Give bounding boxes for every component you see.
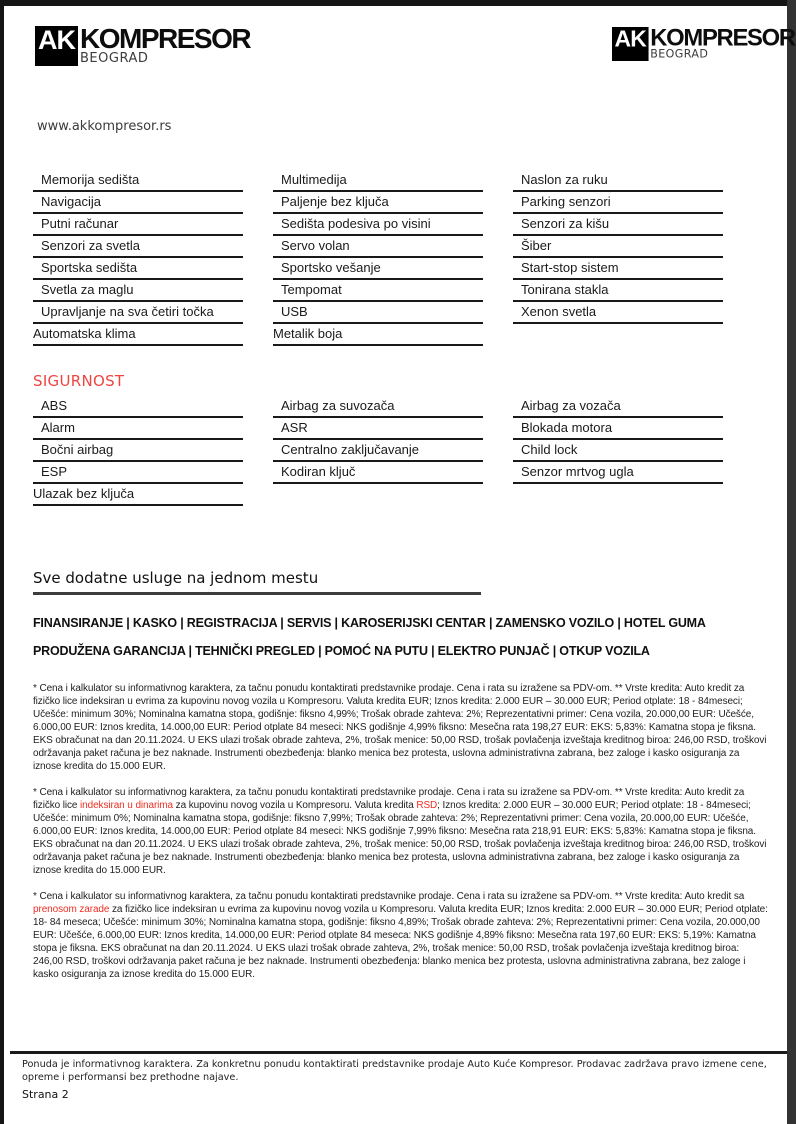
feature-label: Tonirana stakla [521,282,609,297]
feature-label: Airbag za vozača [521,398,621,413]
sigurnost-column-3 [513,396,723,506]
feature-label: Airbag za suvozača [281,398,395,413]
feature-row [513,280,723,302]
disclaimer-text: ; Iznos kredita: 2.000 EUR – 30.000 EUR; Period otplate: 18 - 84meseci; Učešće: minimum 0%; Nominalna kamatna stopa, godišnje: fiksno 7,99%; Trošak obrade zahteva: 2%; Reprezentativni primer: Cena vozila, 20.000,00 EUR: Učešće, 6.000,00 EUR: Iznos kredita, 14.000,00 EUR: Period otplate 84 meseci: NKS godišnje 7,99% fiksno: Mesečna rata 218,91 EUR: EKS: 5,83%: Kamatna stopa je fiksna. EKS obračunat na dan 20.11.2024. U EKS ulazi trošak obrade zahteva, 2%, trošak menice: 50,00 RSD, trošak povlačenja izveštaja kreditnog biroa: 246,00 RSD, troškovi održavanja paket računa je bez naknade. Instrumenti obezbeđenja: blanko menica bez protesta, uslovna administrativna zabrana, bez zaloge i kasko osiguranja za iznose kredita do 15.000 EUR. [33,800,767,876]
feature-row [33,462,243,484]
equipment-column-3 [513,170,723,346]
feature-row [273,236,483,258]
feature-label: Kodiran ključ [281,464,356,479]
feature-label: Putni računar [41,216,119,231]
feature-row [273,324,483,346]
logo-ak-mark: AK [612,27,649,61]
disclaimer-text: za kupovinu novog vozila u Kompresoru. Valuta kredita [173,800,417,811]
feature-row [513,302,723,324]
feature-label: Bočni airbag [41,442,114,457]
logo-city: BEOGRAD [80,51,149,66]
feature-row [33,170,243,192]
page-number: Strana 2 [22,1088,69,1101]
feature-row [513,236,723,258]
footer-divider [10,1051,787,1054]
disclaimer-paragraph [33,786,770,877]
feature-row [273,302,483,324]
feature-label: Multimedija [281,172,347,187]
feature-row [33,280,243,302]
feature-row [33,440,243,462]
feature-label: USB [281,304,308,319]
feature-label: ASR [281,420,308,435]
feature-label: Šiber [521,238,552,253]
page-border-left [0,0,4,1124]
feature-row [273,170,483,192]
disclaimer-text: * Cena i kalkulator su informativnog karaktera, za tačnu ponudu kontaktirati predstavnike prodaje. Cena i rata su izražene sa PDV-om. ** Vrste kredita: Auto kredit za fizičko lice indeksiran u evrima za kupovinu novog vozila u Kompresoru. Valuta kredita EUR; Iznos kredita: 2.000 EUR – 30.000 EUR; Period otplate: 18 - 84meseci; Učešće: minimum 30%; Nominalna kamatna stopa, godišnje: fiksno 4,99%; Trošak obrade zahteva: 2%; Reprezentativni primer: Cena vozila, 20.000,00 EUR: Učešće, 6.000,00 EUR: Iznos kredita, 14.000,00 EUR: Period otplate 84 meseci: NKS godišnje 4,99% fiksno: Mesečna rata 198,27 EUR: EKS: 5,83%: Kamatna stopa je fiksna. EKS obračunat na dan 20.11.2024. U EKS ulazi trošak obrade zahteva, 2%, trošak menice: 50,00 RSD, trošak povlačenja izveštaja kreditnog biroa: 246,00 RSD, troškovi održavanja paket računa je bez naknade. Instrumenti obezbeđenja: blanko menica bez protesta, uslovna administrativna zabrana, bez zaloge i kasko osiguranja za iznose kredita do 15.000 EUR. [33,683,767,772]
feature-row [513,462,723,484]
feature-label: Start-stop sistem [521,260,619,275]
feature-row [273,258,483,280]
page-border-right [787,0,796,1124]
feature-label: Child lock [521,442,578,457]
feature-row [273,396,483,418]
logo-left [35,23,251,66]
logo-text [650,24,795,61]
feature-label: Tempomat [281,282,342,297]
feature-row [273,214,483,236]
feature-row [33,418,243,440]
feature-label: Alarm [41,420,75,435]
feature-row [273,280,483,302]
feature-row [33,192,243,214]
logo-name: KOMPRESOR [80,23,251,54]
feature-row [513,418,723,440]
feature-label: Automatska klima [33,326,136,341]
feature-row [513,192,723,214]
feature-label: Navigacija [41,194,101,209]
sigurnost-column-1 [33,396,243,506]
feature-label: Ulazak bez ključa [33,486,135,501]
logo-name: KOMPRESOR [650,24,795,51]
feature-row [33,324,243,346]
disclaimer-text: za fizičko lice indeksiran u evrima za kupovinu novog vozila u Kompresoru. Valuta kredita EUR; Iznos kredita: 2.000 EUR – 30.000 EUR; Period otplate: 18- 84 meseca; Učešće: minimum 30%; Nominalna kamatna stopa, godišnje: fiksno 4,89%; Trošak obrade zahteva: 2%; Reprezentativni primer: Cena vozila, 20.000,00 EUR: Učešće, 6.000,00 EUR: Iznos kredita, 14.000,00 EUR: Period otplate 84 meseca: NKS godišnje 4,89% fiksno: Mesečna rata 197,60 EUR: EKS: 5,19%: Kamatna stopa je fiksna. EKS obračunat na dan 20.11.2024. U EKS ulazi trošak obrade zahteva, 2%, trošak menice: 50,00 RSD, trošak povlačenja izveštaja kreditnog biroa: 246,00 RSD, troškovi održavanja paket računa je bez naknade. Instrumenti obezbeđenja: blanko menica bez protesta, uslovna administrativna zabrana, bez zaloge i kasko osiguranja za iznose kredita do 15.000 EUR. [33,904,768,980]
services-title-underline [33,592,481,595]
feature-row [273,440,483,462]
disclaimer-text: * Cena i kalkulator su informativnog karaktera, za tačnu ponudu kontaktirati predstavnike prodaje. Cena i rata su izražene sa PDV-om. ** Vrste kredita: Auto kredit za fizičko lice [33,787,745,811]
services-section-title: Sve dodatne usluge na jednom mestu [33,569,319,587]
feature-label: Servo volan [281,238,350,253]
feature-label: Xenon svetla [521,304,597,319]
feature-label: Sportska sedišta [41,260,138,275]
feature-label: Blokada motora [521,420,613,435]
feature-label: Memorija sedišta [41,172,140,187]
feature-row [33,396,243,418]
logo-city: BEOGRAD [650,48,709,61]
logo-text [80,23,251,66]
disclaimer-highlight: RSD [416,800,438,811]
feature-label: Naslon za ruku [521,172,608,187]
feature-row [273,418,483,440]
feature-row [513,258,723,280]
feature-label: ABS [41,398,68,413]
feature-row [33,214,243,236]
sigurnost-grid [33,396,723,506]
feature-row [273,192,483,214]
disclaimer-highlight: prenosom zarade [33,904,110,915]
feature-label: Metalik boja [273,326,343,341]
feature-label: ESP [41,464,68,479]
feature-row [513,396,723,418]
feature-label: Parking senzori [521,194,611,209]
footer-disclaimer: Ponuda je informativnog karaktera. Za konkretnu ponudu kontaktirati predstavnike prodaje Auto Kuće Kompresor. Prodavac zadržava pravo izmene cene, opreme i performansi bez prethodne najave. [22,1059,767,1083]
feature-label: Sedišta podesiva po visini [281,216,431,231]
equipment-grid [33,170,723,346]
disclaimer-paragraph [33,682,770,773]
disclaimer-highlight: indeksiran u dinarima [80,800,173,811]
feature-label: Upravljanje na sva četiri točka [41,304,214,319]
sigurnost-section-title: SIGURNOST [33,372,125,390]
feature-label: Senzori za svetla [41,238,140,253]
feature-row [513,170,723,192]
feature-label: Sportsko vešanje [281,260,381,275]
feature-row [33,302,243,324]
feature-label: Svetla za maglu [41,282,134,297]
feature-row [513,214,723,236]
equipment-column-2 [273,170,483,346]
sigurnost-column-2 [273,396,483,506]
feature-row [33,258,243,280]
feature-label: Centralno zaključavanje [281,442,420,457]
disclaimer-text: * Cena i kalkulator su informativnog karaktera, za tačnu ponudu kontaktirati predstavnike prodaje. Cena i rata su izražene sa PDV-om. ** Vrste kredita: Auto kredit sa [33,891,745,902]
page-border-top [0,0,796,6]
services-list-line-2: PRODUŽENA GARANCIJA | TEHNIČKI PREGLED | POMOĆ NA PUTU | ELEKTRO PUNJAČ | OTKUP VOZILA [33,644,650,658]
feature-label: Senzori za kišu [521,216,610,231]
feature-label: Senzor mrtvog ugla [521,464,634,479]
feature-label: Paljenje bez ključa [281,194,389,209]
feature-row [513,440,723,462]
feature-row [33,236,243,258]
disclaimer-paragraph [33,890,770,981]
feature-row [33,484,243,506]
credit-disclaimers [33,682,770,994]
logo-ak-mark: AK [35,26,78,66]
website-url: www.akkompresor.rs [37,119,172,134]
services-list-line-1: FINANSIRANJE | KASKO | REGISTRACIJA | SERVIS | KAROSERIJSKI CENTAR | ZAMENSKO VOZILO | HOTEL GUMA [33,616,706,630]
equipment-column-1 [33,170,243,346]
feature-row [273,462,483,484]
logo-right [612,24,795,61]
